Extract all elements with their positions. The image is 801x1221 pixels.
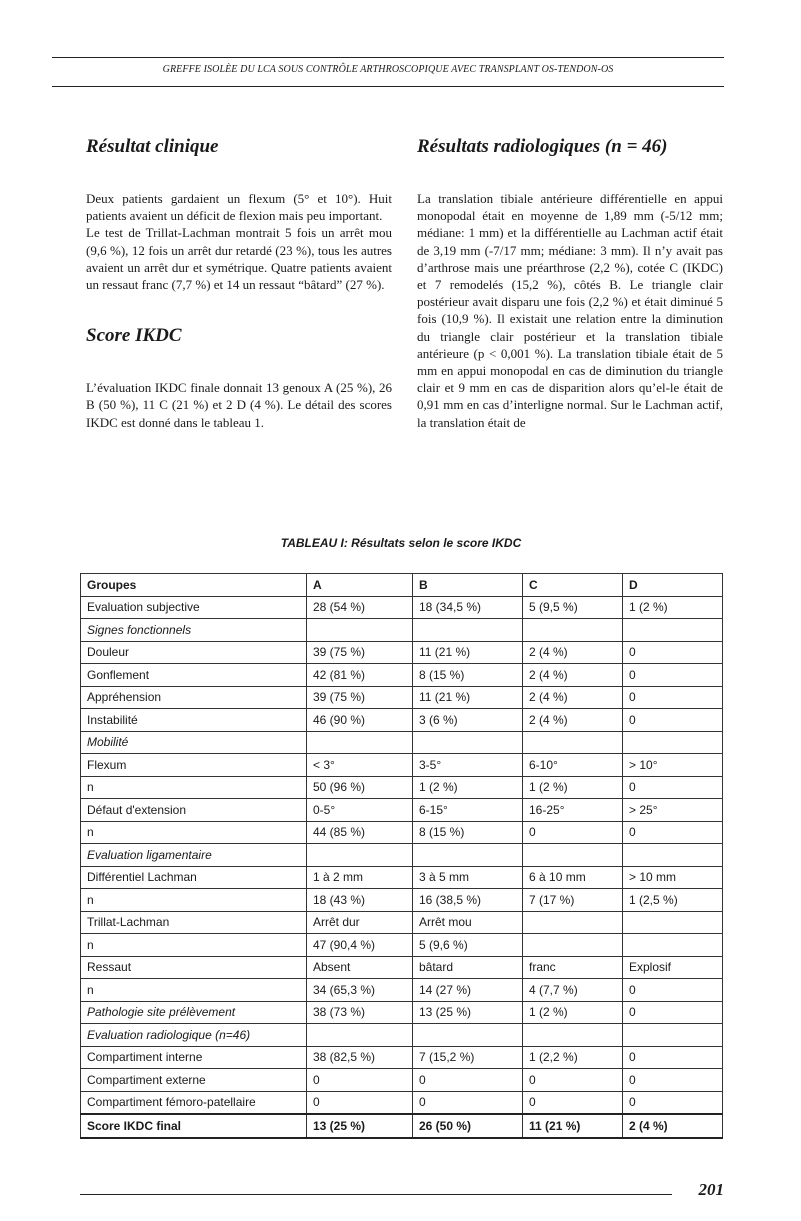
table-row <box>81 1091 723 1114</box>
cell-group-c: 0 <box>523 821 623 844</box>
cell-group-d: 0 <box>623 979 723 1002</box>
cell-group-a: 0-5° <box>307 799 413 822</box>
cell-group-c <box>523 911 623 934</box>
row-label: Score IKDC final <box>81 1114 307 1138</box>
paragraph-flexum: Deux patients gardaient un flexum (5° et 10°). Huit patients avaient un déficit de flexion mais peu important. <box>86 191 392 224</box>
row-label: Compartiment fémoro-patellaire <box>81 1091 307 1114</box>
cell-group-c <box>523 731 623 754</box>
cell-group-a: 39 (75 %) <box>307 641 413 664</box>
cell-group-b: 8 (15 %) <box>413 664 523 687</box>
cell-group-b: 0 <box>413 1091 523 1114</box>
cell-group-b: 14 (27 %) <box>413 979 523 1002</box>
cell-group-b: 0 <box>413 1069 523 1092</box>
cell-group-d: 0 <box>623 1001 723 1024</box>
cell-group-a: 13 (25 %) <box>307 1114 413 1138</box>
row-label: Mobilité <box>81 731 307 754</box>
cell-group-d: > 25° <box>623 799 723 822</box>
row-label: Groupes <box>81 574 307 597</box>
cell-group-d <box>623 844 723 867</box>
cell-group-c: 5 (9,5 %) <box>523 596 623 619</box>
cell-group-a: 38 (82,5 %) <box>307 1046 413 1069</box>
row-label: Compartiment externe <box>81 1069 307 1092</box>
cell-group-c: 6-10° <box>523 754 623 777</box>
row-label: Ressaut <box>81 956 307 979</box>
cell-group-d: 1 (2 %) <box>623 596 723 619</box>
page-number: 201 <box>698 1180 724 1199</box>
cell-group-d: 0 <box>623 1069 723 1092</box>
table-row <box>81 776 723 799</box>
cell-group-c <box>523 844 623 867</box>
row-label: n <box>81 821 307 844</box>
cell-group-a <box>307 844 413 867</box>
section-title-clinique: Résultat clinique <box>86 136 219 157</box>
paragraph-radiologiques: La translation tibiale antérieure différentielle en appui monopodal était en moyenne de 1,89 mm (-5/12 mm; médiane: 1 mm) et la différentielle au Lachman actif était de 3,19 mm (-7/17 mm; médiane: 3 mm). Il n’y avait pas d’arthrose mais une préarthrose (2,2 %), cotée C (IKDC) et 7 remodelés (15,2 %), côtés B. Le triangle clair postérieur avait disparu une fois (2,2 %) et était diminué 5 fois (10,9 %). Il existait une relation entre la diminution du triangle clair postérieur et la translation tibiale antérieure (p < 0,001 %). La translation tibiale était de 5 mm en appui monopodal en cas de diminution du triangle clair et 9 mm en cas de disparition alors qu’el-le était de 0,91 mm en cas d’interligne normal. Sur le Lachman actif, la translation était de <box>417 191 723 430</box>
cell-group-b: 18 (34,5 %) <box>413 596 523 619</box>
section-title-ikdc: Score IKDC <box>86 325 182 347</box>
row-label: n <box>81 889 307 912</box>
cell-group-b: 3-5° <box>413 754 523 777</box>
cell-group-b: 7 (15,2 %) <box>413 1046 523 1069</box>
cell-group-a: 38 (73 %) <box>307 1001 413 1024</box>
running-head: GREFFE ISOLÈE DU LCA SOUS CONTRÔLE ARTHROSCOPIQUE AVEC TRANSPLANT OS-TENDON-OS <box>162 64 614 75</box>
table-row <box>81 641 723 664</box>
footer-rule <box>80 1194 672 1195</box>
row-label: Appréhension <box>81 686 307 709</box>
table-row <box>81 709 723 732</box>
row-label: n <box>81 776 307 799</box>
cell-group-a: 47 (90,4 %) <box>307 934 413 957</box>
cell-group-c: C <box>523 574 623 597</box>
row-label: n <box>81 979 307 1002</box>
cell-group-d: 0 <box>623 641 723 664</box>
cell-group-d <box>623 731 723 754</box>
row-label: Evaluation subjective <box>81 596 307 619</box>
ikdc-results-table <box>80 573 723 1139</box>
cell-group-d: 0 <box>623 821 723 844</box>
cell-group-c: 2 (4 %) <box>523 664 623 687</box>
table-row <box>81 1024 723 1047</box>
table-row <box>81 574 723 597</box>
table-row <box>81 1069 723 1092</box>
cell-group-c: 4 (7,7 %) <box>523 979 623 1002</box>
cell-group-c <box>523 934 623 957</box>
table-row <box>81 686 723 709</box>
table-row <box>81 596 723 619</box>
cell-group-a: 34 (65,3 %) <box>307 979 413 1002</box>
cell-group-a: 42 (81 %) <box>307 664 413 687</box>
row-label: Flexum <box>81 754 307 777</box>
cell-group-d: 0 <box>623 686 723 709</box>
cell-group-a: 50 (96 %) <box>307 776 413 799</box>
cell-group-b: B <box>413 574 523 597</box>
cell-group-b: 11 (21 %) <box>413 641 523 664</box>
row-label: Pathologie site prélèvement <box>81 1001 307 1024</box>
table-caption: TABLEAU I: Résultats selon le score IKDC <box>280 536 522 550</box>
row-label: Différentiel Lachman <box>81 866 307 889</box>
table-row <box>81 866 723 889</box>
cell-group-b: 26 (50 %) <box>413 1114 523 1138</box>
cell-group-b: bâtard <box>413 956 523 979</box>
cell-group-d: 0 <box>623 664 723 687</box>
cell-group-d <box>623 911 723 934</box>
cell-group-d <box>623 934 723 957</box>
table-row <box>81 889 723 912</box>
row-label: Evaluation radiologique (n=46) <box>81 1024 307 1047</box>
cell-group-c: 16-25° <box>523 799 623 822</box>
header-rule-top <box>52 57 724 58</box>
cell-group-a: 0 <box>307 1069 413 1092</box>
cell-group-c: 6 à 10 mm <box>523 866 623 889</box>
cell-group-c: 2 (4 %) <box>523 641 623 664</box>
row-label: Gonflement <box>81 664 307 687</box>
table-row <box>81 754 723 777</box>
cell-group-b: 6-15° <box>413 799 523 822</box>
cell-group-d <box>623 619 723 642</box>
cell-group-d <box>623 1024 723 1047</box>
cell-group-a <box>307 619 413 642</box>
cell-group-b: 11 (21 %) <box>413 686 523 709</box>
cell-group-c: franc <box>523 956 623 979</box>
cell-group-b <box>413 731 523 754</box>
cell-group-b: Arrêt mou <box>413 911 523 934</box>
cell-group-b: 5 (9,6 %) <box>413 934 523 957</box>
cell-group-c <box>523 619 623 642</box>
cell-group-c: 1 (2,2 %) <box>523 1046 623 1069</box>
cell-group-b: 16 (38,5 %) <box>413 889 523 912</box>
cell-group-b <box>413 1024 523 1047</box>
cell-group-a: 0 <box>307 1091 413 1114</box>
header-rule-bottom <box>52 86 724 87</box>
cell-group-d: Explosif <box>623 956 723 979</box>
cell-group-a: 28 (54 %) <box>307 596 413 619</box>
cell-group-d: > 10 mm <box>623 866 723 889</box>
table-row <box>81 1114 723 1138</box>
row-label: Signes fonctionnels <box>81 619 307 642</box>
cell-group-a: A <box>307 574 413 597</box>
table-row <box>81 799 723 822</box>
cell-group-c <box>523 1024 623 1047</box>
table-row <box>81 619 723 642</box>
cell-group-d: 0 <box>623 1091 723 1114</box>
cell-group-c: 7 (17 %) <box>523 889 623 912</box>
cell-group-a: Absent <box>307 956 413 979</box>
table-row <box>81 664 723 687</box>
cell-group-c: 1 (2 %) <box>523 1001 623 1024</box>
cell-group-d: 1 (2,5 %) <box>623 889 723 912</box>
cell-group-c: 2 (4 %) <box>523 686 623 709</box>
cell-group-c: 1 (2 %) <box>523 776 623 799</box>
cell-group-d: 0 <box>623 776 723 799</box>
left-column <box>86 134 392 431</box>
cell-group-d: 0 <box>623 709 723 732</box>
cell-group-d: > 10° <box>623 754 723 777</box>
cell-group-b: 8 (15 %) <box>413 821 523 844</box>
cell-group-a: 44 (85 %) <box>307 821 413 844</box>
paragraph-trillat: Le test de Trillat-Lachman montrait 5 fois un arrêt mou (9,6 %), 12 fois un arrêt dur retardé (23 %), tous les autres avaient un arrêt dur et symétrique. Quatre patients avaient un ressaut franc (7,7 %) et 14 un ressaut “bâtard” (27 %). <box>86 225 392 293</box>
table-row <box>81 821 723 844</box>
cell-group-d: D <box>623 574 723 597</box>
paragraph-ikdc: L’évaluation IKDC finale donnait 13 genoux A (25 %), 26 B (50 %), 11 C (21 %) et 2 D (4 %). Le détail des scores IKDC est donné dans le tableau 1. <box>86 380 392 430</box>
row-label: Instabilité <box>81 709 307 732</box>
row-label: Trillat-Lachman <box>81 911 307 934</box>
cell-group-b: 13 (25 %) <box>413 1001 523 1024</box>
cell-group-c: 2 (4 %) <box>523 709 623 732</box>
cell-group-b <box>413 619 523 642</box>
cell-group-d: 0 <box>623 1046 723 1069</box>
cell-group-b: 1 (2 %) <box>413 776 523 799</box>
table-row <box>81 1001 723 1024</box>
row-label: Défaut d'extension <box>81 799 307 822</box>
row-label: Evaluation ligamentaire <box>81 844 307 867</box>
cell-group-c: 11 (21 %) <box>523 1114 623 1138</box>
cell-group-a: < 3° <box>307 754 413 777</box>
row-label: Douleur <box>81 641 307 664</box>
table-row <box>81 911 723 934</box>
cell-group-b: 3 (6 %) <box>413 709 523 732</box>
row-label: Compartiment interne <box>81 1046 307 1069</box>
right-column <box>417 134 723 431</box>
cell-group-c: 0 <box>523 1091 623 1114</box>
cell-group-a: 18 (43 %) <box>307 889 413 912</box>
cell-group-a <box>307 731 413 754</box>
cell-group-c: 0 <box>523 1069 623 1092</box>
cell-group-a: 39 (75 %) <box>307 686 413 709</box>
table-row <box>81 1046 723 1069</box>
section-title-radiologiques: Résultats radiologiques (n = 46) <box>417 136 668 157</box>
cell-group-a: 46 (90 %) <box>307 709 413 732</box>
table-row <box>81 934 723 957</box>
cell-group-a: Arrêt dur <box>307 911 413 934</box>
cell-group-d: 2 (4 %) <box>623 1114 723 1138</box>
table-row <box>81 731 723 754</box>
cell-group-b: 3 à 5 mm <box>413 866 523 889</box>
table-row <box>81 844 723 867</box>
table-row <box>81 956 723 979</box>
cell-group-a: 1 à 2 mm <box>307 866 413 889</box>
table-row <box>81 979 723 1002</box>
cell-group-b <box>413 844 523 867</box>
row-label: n <box>81 934 307 957</box>
cell-group-a <box>307 1024 413 1047</box>
